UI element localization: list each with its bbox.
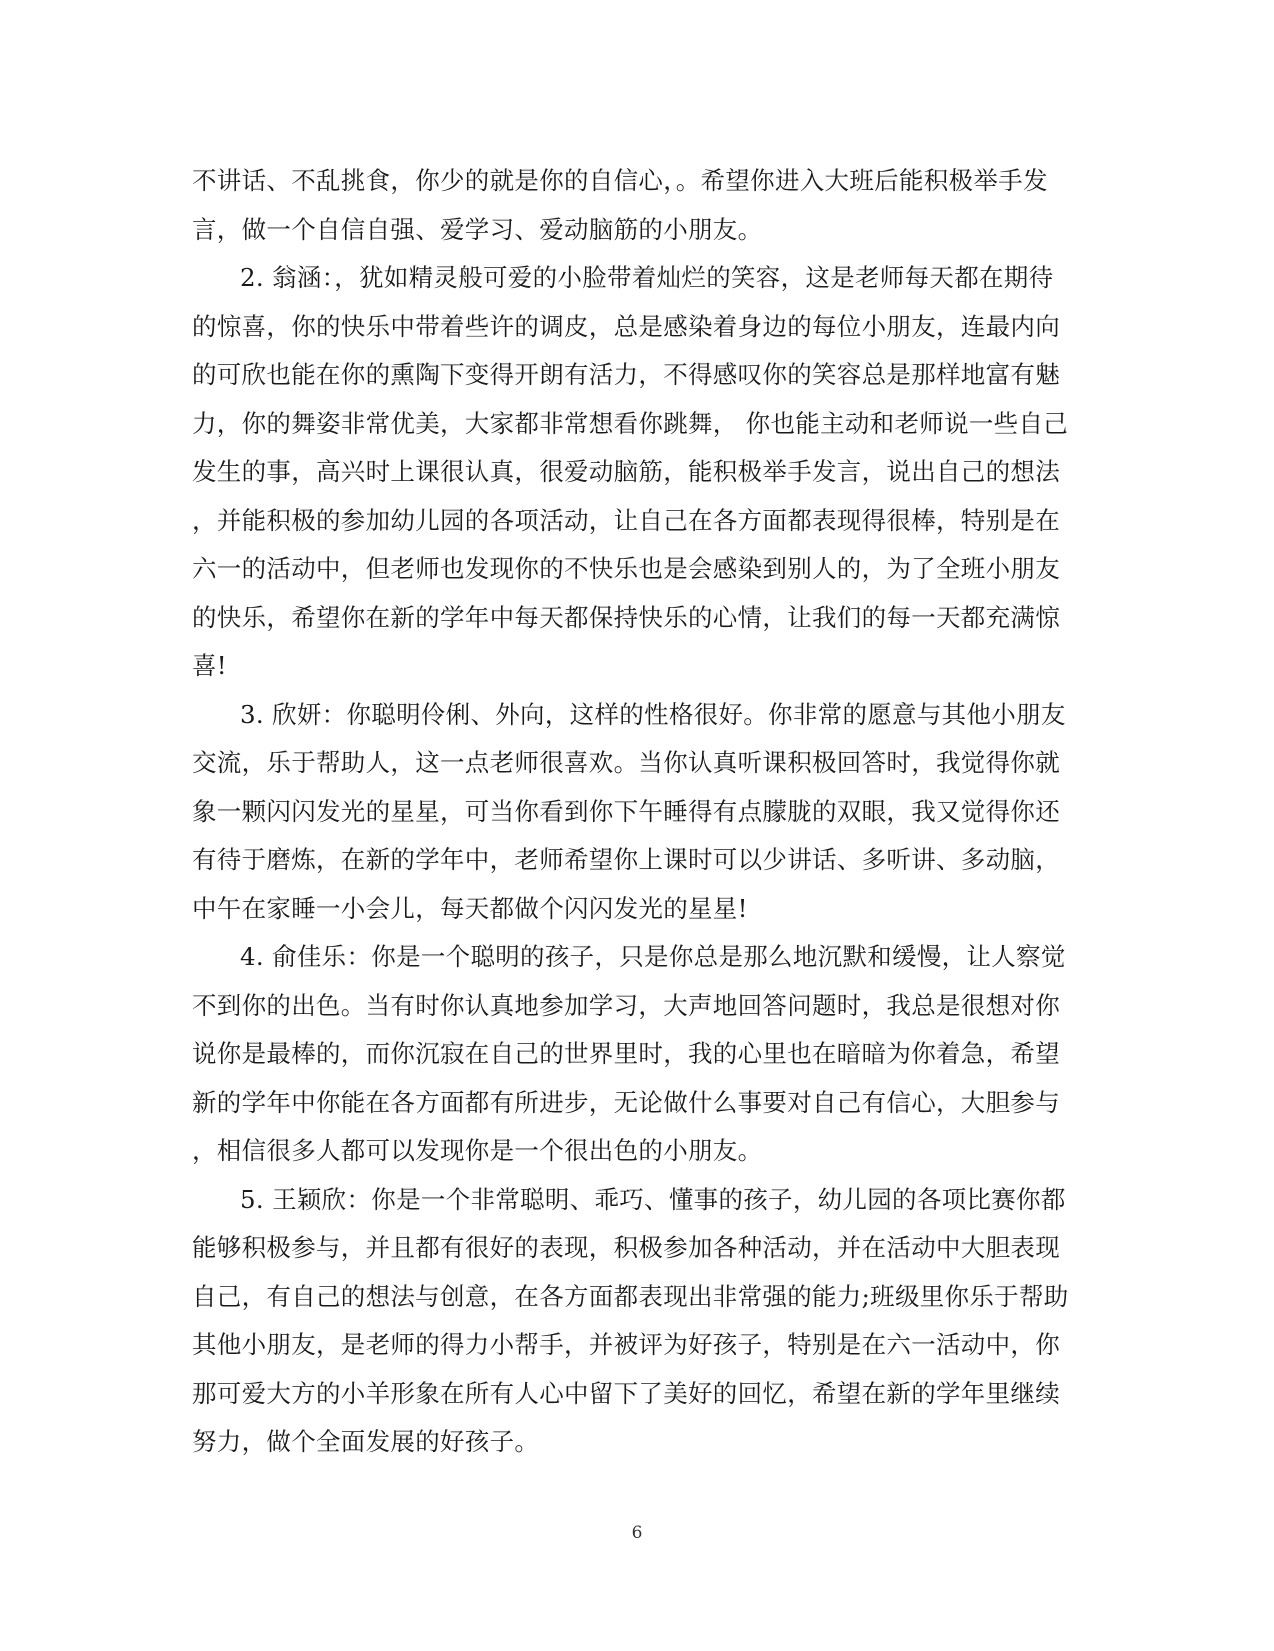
text-line: 的快乐，希望你在新的学年中每天都保持快乐的心情，让我们的每一天都充满惊: [192, 602, 1060, 632]
text-line: 力，你的舞姿非常优美，大家都非常想看你跳舞， 你也能主动和老师说一些自己: [192, 408, 1069, 438]
text-line: 言，做一个自信自强、爱学习、爱动脑筋的小朋友。: [192, 214, 763, 244]
text-line: 不讲话、不乱挑食，你少的就是你的自信心，。希望你进入大班后能积极举手发: [192, 166, 1048, 195]
text-line: 中午在家睡一小会儿，每天都做个闪闪发光的星星!: [192, 893, 748, 923]
text-line: 那可爱大方的小羊形象在所有人心中留下了美好的回忆，希望在新的学年里继续: [192, 1378, 1060, 1408]
paragraph-start-line: 4. 俞佳乐：你是一个聪明的孩子，只是你总是那么地沉默和缓慢，让人察觉: [240, 942, 1066, 971]
text-line: 六一的活动中，但老师也发现你的不快乐也是会感染到别人的，为了全班小朋友: [192, 554, 1060, 583]
text-line: 喜!: [192, 651, 227, 680]
text-line: 发生的事，高兴时上课很认真，很爱动脑筋，能积极举手发言，说出自己的想法: [192, 457, 1060, 486]
text-line: 的可欣也能在你的熏陶下变得开朗有活力，不得感叹你的笑容总是那样地富有魅: [192, 360, 1060, 389]
text-line: 能够积极参与，并且都有很好的表现，积极参加各种活动，并在活动中大胆表现: [192, 1233, 1060, 1262]
text-line: ，并能积极的参加幼儿园的各项活动，让自己在各方面都表现得很棒，特别是在: [192, 505, 1060, 535]
text-line: 的惊喜，你的快乐中带着些许的调皮，总是感染着身边的每位小朋友，连最内向: [192, 311, 1060, 341]
paragraph-start-line: 5. 王颖欣：你是一个非常聪明、乖巧、懂事的孩子，幼儿园的各项比赛你都: [240, 1184, 1066, 1214]
text-line: 有待于磨炼，在新的学年中，老师希望你上课时可以少讲话、多听讲、多动脑，: [192, 845, 1060, 874]
text-line: 不到你的出色。当有时你认真地参加学习，大声地回答问题时，我总是很想对你: [192, 990, 1060, 1020]
text-line: 交流，乐于帮助人，这一点老师很喜欢。当你认真听课积极回答时，我觉得你就: [192, 748, 1060, 777]
text-line: 其他小朋友，是老师的得力小帮手，并被评为好孩子，特别是在六一活动中，你: [192, 1330, 1060, 1359]
page-number: 6: [631, 1523, 643, 1543]
text-line: 象一颗闪闪发光的星星，可当你看到你下午睡得有点朦胧的双眼，我又觉得你还: [192, 796, 1060, 826]
paragraph-start-line: 3. 欣妍：你聪明伶俐、外向，这样的性格很好。你非常的愿意与其他小朋友: [240, 699, 1066, 729]
document-body: [192, 157, 1082, 1467]
text-line: 自己，有自己的想法与创意，在各方面都表现出非常强的能力;班级里你乐于帮助: [192, 1281, 1069, 1311]
text-line: 努力，做个全面发展的好孩子。: [192, 1427, 540, 1456]
text-line: 说你是最棒的，而你沉寂在自己的世界里时，我的心里也在暗暗为你着急，希望: [192, 1039, 1060, 1068]
text-line: 新的学年中你能在各方面都有所进步，无论做什么事要对自己有信心，大胆参与: [192, 1087, 1060, 1117]
paragraph-start-line: 2. 翁涵：，犹如精灵般可爱的小脸带着灿烂的笑容，这是老师每天都在期待: [240, 263, 1054, 292]
text-line: ，相信很多人都可以发现你是一个很出色的小朋友。: [192, 1136, 763, 1165]
